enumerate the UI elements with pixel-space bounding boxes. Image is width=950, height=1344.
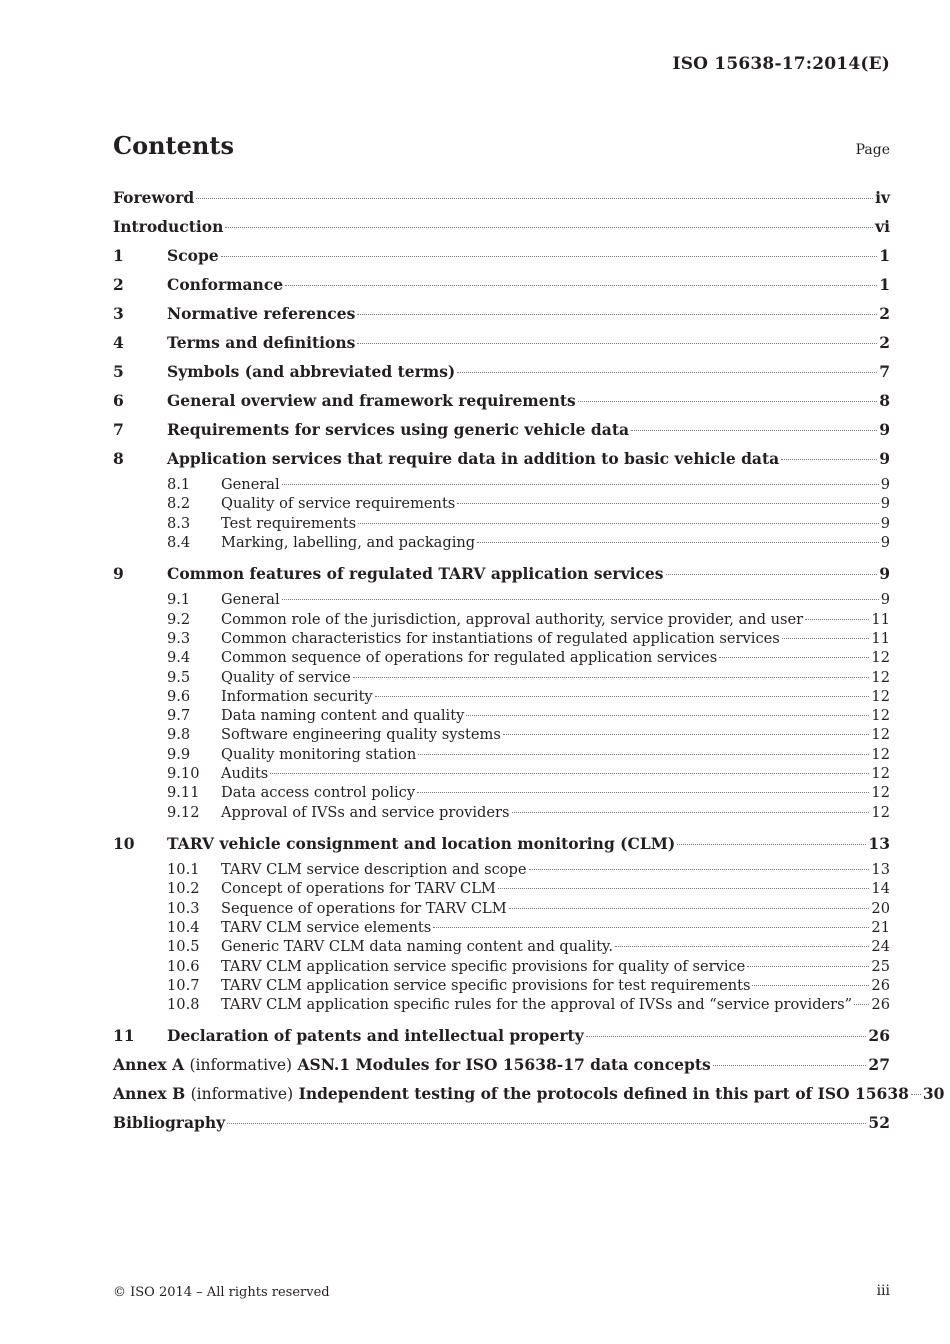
dot-leader (781, 459, 877, 460)
toc-entry-number: 6 (113, 390, 124, 410)
toc-entry-title: Symbols (and abbreviated terms) (167, 361, 456, 381)
toc-entry-number: 10.4 (167, 919, 200, 937)
dot-leader (631, 430, 877, 431)
toc-entry-title: Bibliography (113, 1113, 226, 1133)
toc-page-number: 9 (880, 495, 890, 513)
toc-subentry[interactable] (113, 995, 890, 1024)
toc-entry-title: Information security (221, 687, 373, 705)
toc-entry-title: TARV CLM service elements (221, 919, 432, 937)
dot-leader (457, 503, 878, 504)
toc-entry-number: 8.4 (167, 533, 191, 551)
toc-subentry[interactable] (113, 937, 890, 956)
toc-entry-number: 8.3 (167, 514, 191, 532)
dot-leader (578, 401, 877, 402)
toc-entry-number: 10.1 (167, 861, 200, 879)
toc-subentry[interactable] (113, 706, 890, 725)
annex-title: Independent testing of the protocols defined in this part of ISO 15638 (298, 1084, 909, 1104)
toc-entry[interactable] (113, 330, 890, 359)
toc-page-number: 25 (871, 957, 890, 975)
toc-entry-number: 8.1 (167, 476, 191, 493)
toc-entry-title: Normative references (167, 303, 356, 323)
toc-entry-title: TARV CLM application service specific provisions for test requirements (221, 976, 751, 994)
toc-subentry[interactable] (113, 860, 890, 879)
toc-entry-number: 9.4 (167, 649, 191, 667)
page-title: Contents (113, 131, 234, 160)
annex-type: (informative) (190, 1085, 294, 1104)
toc-entry[interactable] (113, 243, 890, 272)
dot-leader (433, 927, 869, 928)
toc-subentry[interactable] (113, 668, 890, 687)
toc-subentry[interactable] (113, 803, 890, 832)
toc-entry-title: Quality of service (221, 668, 351, 686)
toc-entry-title: Conformance (167, 274, 284, 294)
toc-page-number: 24 (871, 938, 890, 956)
toc-subentry[interactable] (113, 879, 890, 898)
toc-page-number: 1 (879, 274, 890, 294)
toc-page-number: 12 (871, 803, 890, 821)
toc-entry-title: Application services that require data in addition to basic vehicle data (167, 448, 780, 468)
dot-leader (719, 657, 869, 658)
toc-subentry[interactable] (113, 475, 890, 494)
toc-entry-title: TARV CLM application specific rules for the approval of IVSs and “service providers” (221, 996, 853, 1014)
dot-leader (713, 1065, 867, 1066)
toc-entry-title: Scope (167, 245, 219, 265)
toc-page-number: 11 (871, 629, 890, 647)
toc-entry-number: 7 (113, 419, 124, 439)
toc-page-number: 21 (871, 919, 890, 937)
toc-entry[interactable] (113, 1053, 890, 1082)
toc-entry-number: 10.5 (167, 938, 200, 956)
toc-subentry[interactable] (113, 899, 890, 918)
toc-page-number: 9 (880, 514, 890, 532)
toc-entry-number: 10.8 (167, 996, 200, 1014)
toc-page-number: 12 (871, 765, 890, 783)
toc-entry-number: 10.6 (167, 957, 200, 975)
toc-entry-number: 9 (113, 563, 124, 583)
toc-entry-title: Common characteristics for instantiations of regulated application services (221, 629, 780, 647)
toc-entry[interactable] (113, 272, 890, 301)
annex-label: Annex B (113, 1084, 186, 1104)
toc-entry-title: Generic TARV CLM data naming content and quality. (221, 938, 614, 956)
toc-subentry[interactable] (113, 494, 890, 513)
toc-entry-title: Test requirements (221, 514, 357, 532)
toc-entry-title: Common sequence of operations for regulated application services (221, 649, 718, 667)
dot-leader (358, 523, 879, 524)
dot-leader (477, 542, 879, 543)
toc-page-number: 9 (880, 476, 890, 493)
annex-type: (informative) (189, 1056, 293, 1075)
toc-entry-title: Marking, labelling, and packaging (221, 533, 476, 551)
annex-label: Annex A (113, 1055, 185, 1075)
dot-leader (282, 484, 879, 485)
toc-entry-number: 1 (113, 245, 124, 265)
dot-leader (466, 715, 869, 716)
toc-entry-title: General (221, 591, 280, 609)
copyright-footer: © ISO 2014 – All rights reserved (113, 1285, 330, 1300)
toc-page-number: 12 (871, 649, 890, 667)
dot-leader (854, 1004, 869, 1005)
toc-entry[interactable] (113, 1024, 890, 1053)
dot-leader (752, 985, 869, 986)
dot-leader (457, 372, 877, 373)
toc-entry-number: 10.7 (167, 976, 200, 994)
toc-entry-title: Sequence of operations for TARV CLM (221, 899, 507, 917)
toc-entry[interactable] (113, 446, 890, 475)
standard-header: ISO 15638-17:2014(E) (672, 54, 890, 74)
toc-entry[interactable] (113, 1082, 945, 1111)
toc-entry[interactable] (113, 214, 890, 243)
dot-leader (221, 256, 878, 257)
toc-entry-number: 9.8 (167, 726, 191, 744)
toc-page-number: 26 (871, 996, 890, 1014)
dot-leader (615, 946, 869, 947)
dot-leader (417, 792, 869, 793)
toc-entry-title: Audits (221, 765, 269, 783)
toc-page-number: 1 (879, 245, 890, 265)
toc-entry-number: 9.12 (167, 803, 200, 821)
toc-entry-title: Foreword (113, 187, 195, 207)
toc-page-number: 12 (871, 726, 890, 744)
toc-subentry[interactable] (113, 745, 890, 764)
toc-page-number: 13 (871, 861, 890, 879)
toc-page-number: 8 (879, 390, 890, 410)
toc-entry-number: 8.2 (167, 495, 191, 513)
dot-leader (375, 696, 870, 697)
toc-entry[interactable] (113, 359, 890, 388)
toc-entry-title: Declaration of patents and intellectual property (167, 1026, 584, 1046)
toc-page-number: 27 (868, 1055, 890, 1075)
dot-leader (227, 1123, 866, 1124)
toc-page-number: vi (875, 216, 890, 236)
toc-page-number: 12 (871, 687, 890, 705)
toc-entry-number: 9.6 (167, 687, 191, 705)
dot-leader (225, 227, 873, 228)
dot-leader (677, 844, 866, 845)
toc-subentry[interactable] (113, 725, 890, 744)
toc-entry-number: 10.3 (167, 899, 200, 917)
toc-entry-number: 2 (113, 274, 124, 294)
dot-leader (357, 343, 877, 344)
toc-entry-title: Common role of the jurisdiction, approval authority, service provider, and user (221, 610, 804, 628)
toc-page-number: 2 (879, 303, 890, 323)
dot-leader (285, 285, 877, 286)
toc-entry-title: Quality of service requirements (221, 495, 456, 513)
toc-entry-number: 8 (113, 448, 124, 468)
toc-page-number: 9 (879, 448, 890, 468)
toc-page-number: 26 (868, 1026, 890, 1046)
toc-entry-title: General overview and framework requirements (167, 390, 576, 410)
toc-entry[interactable] (113, 417, 890, 446)
dot-leader (805, 619, 869, 620)
toc-subentry[interactable] (113, 783, 890, 802)
toc-entry-title: TARV CLM service description and scope (221, 861, 527, 879)
toc-entry-number: 9.3 (167, 629, 191, 647)
dot-leader (357, 314, 877, 315)
toc-entry-title (113, 1082, 909, 1106)
toc-page-number: 11 (871, 610, 890, 628)
toc-page-number: 12 (871, 668, 890, 686)
toc-entry-number: 3 (113, 303, 124, 323)
toc-entry-number: 9.2 (167, 610, 191, 628)
toc-entry-title: Data naming content and quality (221, 707, 465, 725)
toc-subentry[interactable] (113, 629, 890, 648)
toc-entry[interactable] (113, 185, 890, 214)
toc-subentry[interactable] (113, 610, 890, 629)
dot-leader (586, 1036, 867, 1037)
toc-entry-title: Approval of IVSs and service providers (221, 803, 510, 821)
toc-entry-title: TARV CLM application service specific provisions for quality of service (221, 957, 746, 975)
toc-entry-number: 5 (113, 361, 124, 381)
toc-subentry[interactable] (113, 957, 890, 976)
toc-entry-title: Requirements for services using generic vehicle data (167, 419, 630, 439)
dot-leader (911, 1094, 921, 1095)
page-column-label: Page (855, 142, 890, 158)
toc-page-number: iv (875, 187, 890, 207)
toc-subentry[interactable] (113, 533, 890, 562)
dot-leader (529, 869, 870, 870)
toc-page-number: 9 (879, 563, 890, 583)
toc-entry-title: Data access control policy (221, 784, 416, 802)
toc-entry-title: Common features of regulated TARV application services (167, 563, 664, 583)
dot-leader (512, 812, 870, 813)
toc-entry-number: 11 (113, 1026, 135, 1046)
toc-page-number: 20 (871, 899, 890, 917)
toc-entry-title: Terms and definitions (167, 332, 356, 352)
toc-entry-number: 9.10 (167, 765, 200, 783)
toc-entry-number: 10.2 (167, 880, 200, 898)
toc-entry-title: Concept of operations for TARV CLM (221, 880, 496, 898)
toc-page-number: 12 (871, 745, 890, 763)
toc-page-number: 9 (880, 533, 890, 551)
dot-leader (509, 908, 870, 909)
dot-leader (747, 966, 869, 967)
dot-leader (498, 888, 870, 889)
dot-leader (503, 734, 870, 735)
toc-page-number: 26 (871, 976, 890, 994)
annex-title: ASN.1 Modules for ISO 15638-17 data concepts (297, 1055, 711, 1075)
toc-entry[interactable] (113, 388, 890, 417)
toc-subentry[interactable] (113, 514, 890, 533)
toc-entry-number: 9.1 (167, 591, 191, 609)
toc-entry-title: TARV vehicle consignment and location monitoring (CLM) (167, 833, 676, 853)
dot-leader (782, 638, 870, 639)
toc-entry-number: 4 (113, 332, 124, 352)
toc-subentry[interactable] (113, 687, 890, 706)
toc-entry-title: Introduction (113, 216, 224, 236)
toc-entry-number: 9.9 (167, 745, 191, 763)
toc-entry-number: 9.11 (167, 784, 200, 802)
toc-subentry[interactable] (113, 590, 890, 609)
toc-page-number: 7 (879, 361, 890, 381)
toc-page-number: 9 (880, 591, 890, 609)
page-number: iii (876, 1283, 890, 1299)
toc-entry[interactable] (113, 1111, 890, 1140)
toc-page-number: 13 (868, 833, 890, 853)
toc-entry-title: General (221, 476, 280, 493)
toc-entry[interactable] (113, 831, 890, 860)
dot-leader (353, 677, 870, 678)
toc-subentry[interactable] (113, 648, 890, 667)
toc-entry[interactable] (113, 561, 890, 590)
toc-entry-number: 10 (113, 833, 135, 853)
table-of-contents (113, 185, 945, 1140)
toc-entry-title: Software engineering quality systems (221, 726, 501, 744)
toc-page-number: 14 (871, 880, 890, 898)
toc-page-number: 12 (871, 784, 890, 802)
dot-leader (270, 773, 869, 774)
toc-entry[interactable] (113, 301, 890, 330)
toc-page-number: 30 (922, 1084, 945, 1104)
toc-entry-number: 9.7 (167, 707, 191, 725)
dot-leader (282, 599, 879, 600)
toc-subentry[interactable] (113, 764, 890, 783)
dot-leader (418, 754, 869, 755)
dot-leader (196, 198, 873, 199)
toc-page-number: 2 (879, 332, 890, 352)
toc-page-number: 9 (879, 419, 890, 439)
toc-subentry[interactable] (113, 918, 890, 937)
toc-page-number: 52 (868, 1113, 890, 1133)
toc-subentry[interactable] (113, 976, 890, 995)
toc-entry-number: 9.5 (167, 668, 191, 686)
toc-entry-title (113, 1053, 711, 1077)
toc-page-number: 12 (871, 707, 890, 725)
toc-entry-title: Quality monitoring station (221, 745, 417, 763)
dot-leader (666, 574, 878, 575)
